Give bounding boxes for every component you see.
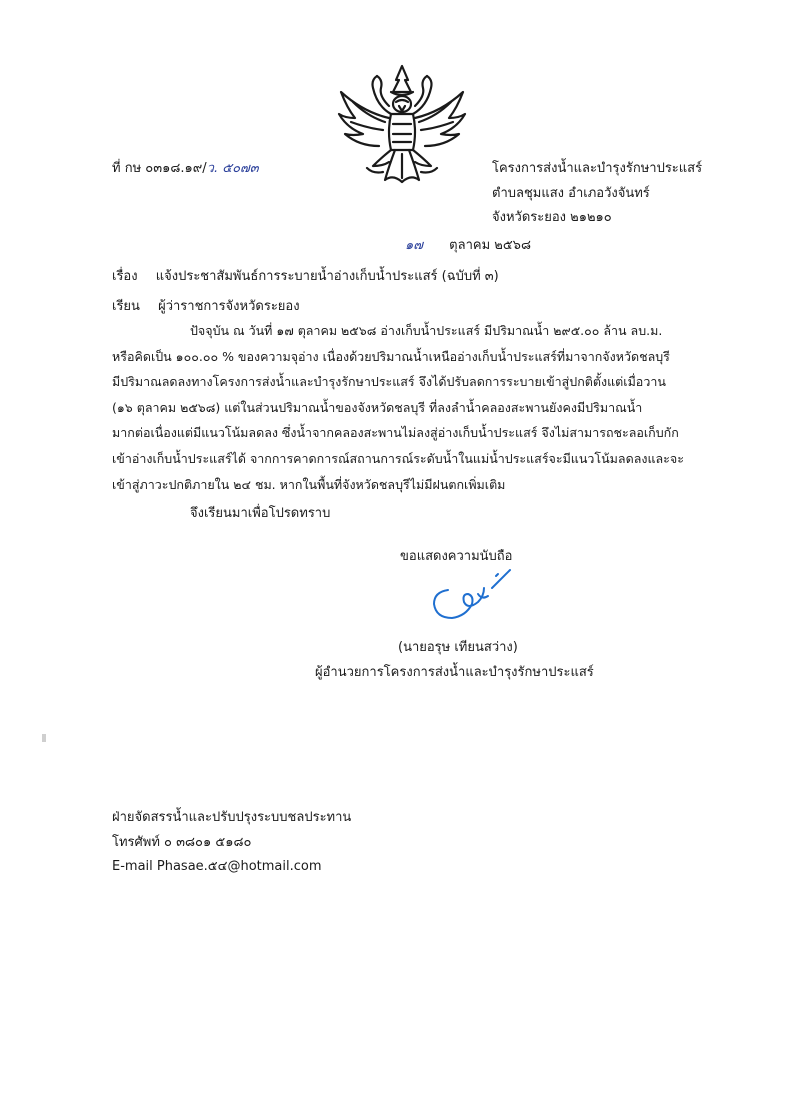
office-province: จังหวัดระยอง ๒๑๒๑๐	[492, 210, 612, 225]
letter-body	[112, 318, 712, 497]
date-day-handwritten: ๑๗	[405, 238, 424, 253]
body-line: (๑๖ ตุลาคม ๒๕๖๘) แต่ในส่วนปริมาณน้ำของจังหวัดชลบุรี ที่ลงลำน้ำคลองสะพานยังคงมีปริมาณน้ำ	[112, 399, 643, 415]
footer-phone: โทรศัพท์ ๐ ๓๘๐๑ ๕๑๘๐	[112, 835, 252, 850]
subject-line	[112, 265, 499, 286]
reference-handwritten-number: ว. ๕๐๗๓	[206, 161, 259, 176]
body-line: ปัจจุบัน ณ วันที่ ๑๗ ตุลาคม ๒๕๖๘ อ่างเก็บน้ำประแสร์ มีปริมาณน้ำ ๒๙๕.๐๐ ล้าน ลบ.ม.	[190, 323, 663, 338]
body-line: เข้าอ่างเก็บน้ำประแสร์ได้ จากการคาดการณ์สถานการณ์ระดับน้ำในแม่น้ำประแสร์จะมีแนวโน้มลดลงและจะ	[112, 450, 684, 466]
office-name: โครงการส่งน้ำและบำรุงรักษาประแสร์	[492, 161, 703, 176]
office-subdistrict: ตำบลชุมแสง อำเภอวังจันทร์	[492, 186, 650, 201]
body-line: มากต่อเนื่องแต่มีแนวโน้มลดลง ซึ่งน้ำจากคลองสะพานไม่ลงสู่อ่างเก็บน้ำประแสร์ จึงไม่สามารถชะลอเก็บกัก	[112, 425, 679, 441]
addressee-label: เรียน	[112, 299, 140, 314]
signatory-name: (นายอรุษ เทียนสว่าง)	[398, 640, 518, 655]
signature-icon	[426, 568, 518, 626]
scan-mark	[42, 734, 46, 742]
signatory-position: ผู้อำนวยการโครงการส่งน้ำและบำรุงรักษาประแสร์	[315, 665, 594, 680]
footer-department: ฝ่ายจัดสรรน้ำและปรับปรุงระบบชลประทาน	[112, 810, 352, 825]
reference-prefix: ที่ กษ ๐๓๑๘.๑๙/	[112, 161, 207, 176]
footer-email: E-mail Phasae.๕๔@hotmail.com	[112, 859, 322, 874]
closing-sentence: จึงเรียนมาเพื่อโปรดทราบ	[190, 506, 331, 521]
letter-date	[405, 234, 531, 255]
body-line: มีปริมาณลดลงทางโครงการส่งน้ำและบำรุงรักษาประแสร์ จึงได้ปรับลดการระบายเข้าสู่ปกติตั้งแต่เมื่อวาน	[112, 374, 666, 390]
addressee-line	[112, 295, 300, 316]
garuda-emblem-icon	[333, 62, 471, 186]
body-line: หรือคิดเป็น ๑๐๐.๐๐ % ของความจุอ่าง เนื่องด้วยปริมาณน้ำเหนืออ่างเก็บน้ำประแสร์ที่มาจากจังหวัดชลบุรี	[112, 348, 670, 364]
addressee-text: ผู้ว่าราชการจังหวัดระยอง	[158, 299, 300, 314]
date-month-year: ตุลาคม ๒๕๖๘	[449, 238, 531, 253]
subject-label: เรื่อง	[112, 269, 138, 284]
body-line: เข้าสู่ภาวะปกติภายใน ๒๔ ชม. หากในพื้นที่จังหวัดชลบุรีไม่มีฝนตกเพิ่มเติม	[112, 476, 506, 492]
salutation: ขอแสดงความนับถือ	[400, 549, 513, 564]
subject-text: แจ้งประชาสัมพันธ์การระบายน้ำอ่างเก็บน้ำประแสร์ (ฉบับที่ ๓)	[155, 269, 499, 284]
reference-number	[112, 157, 259, 178]
